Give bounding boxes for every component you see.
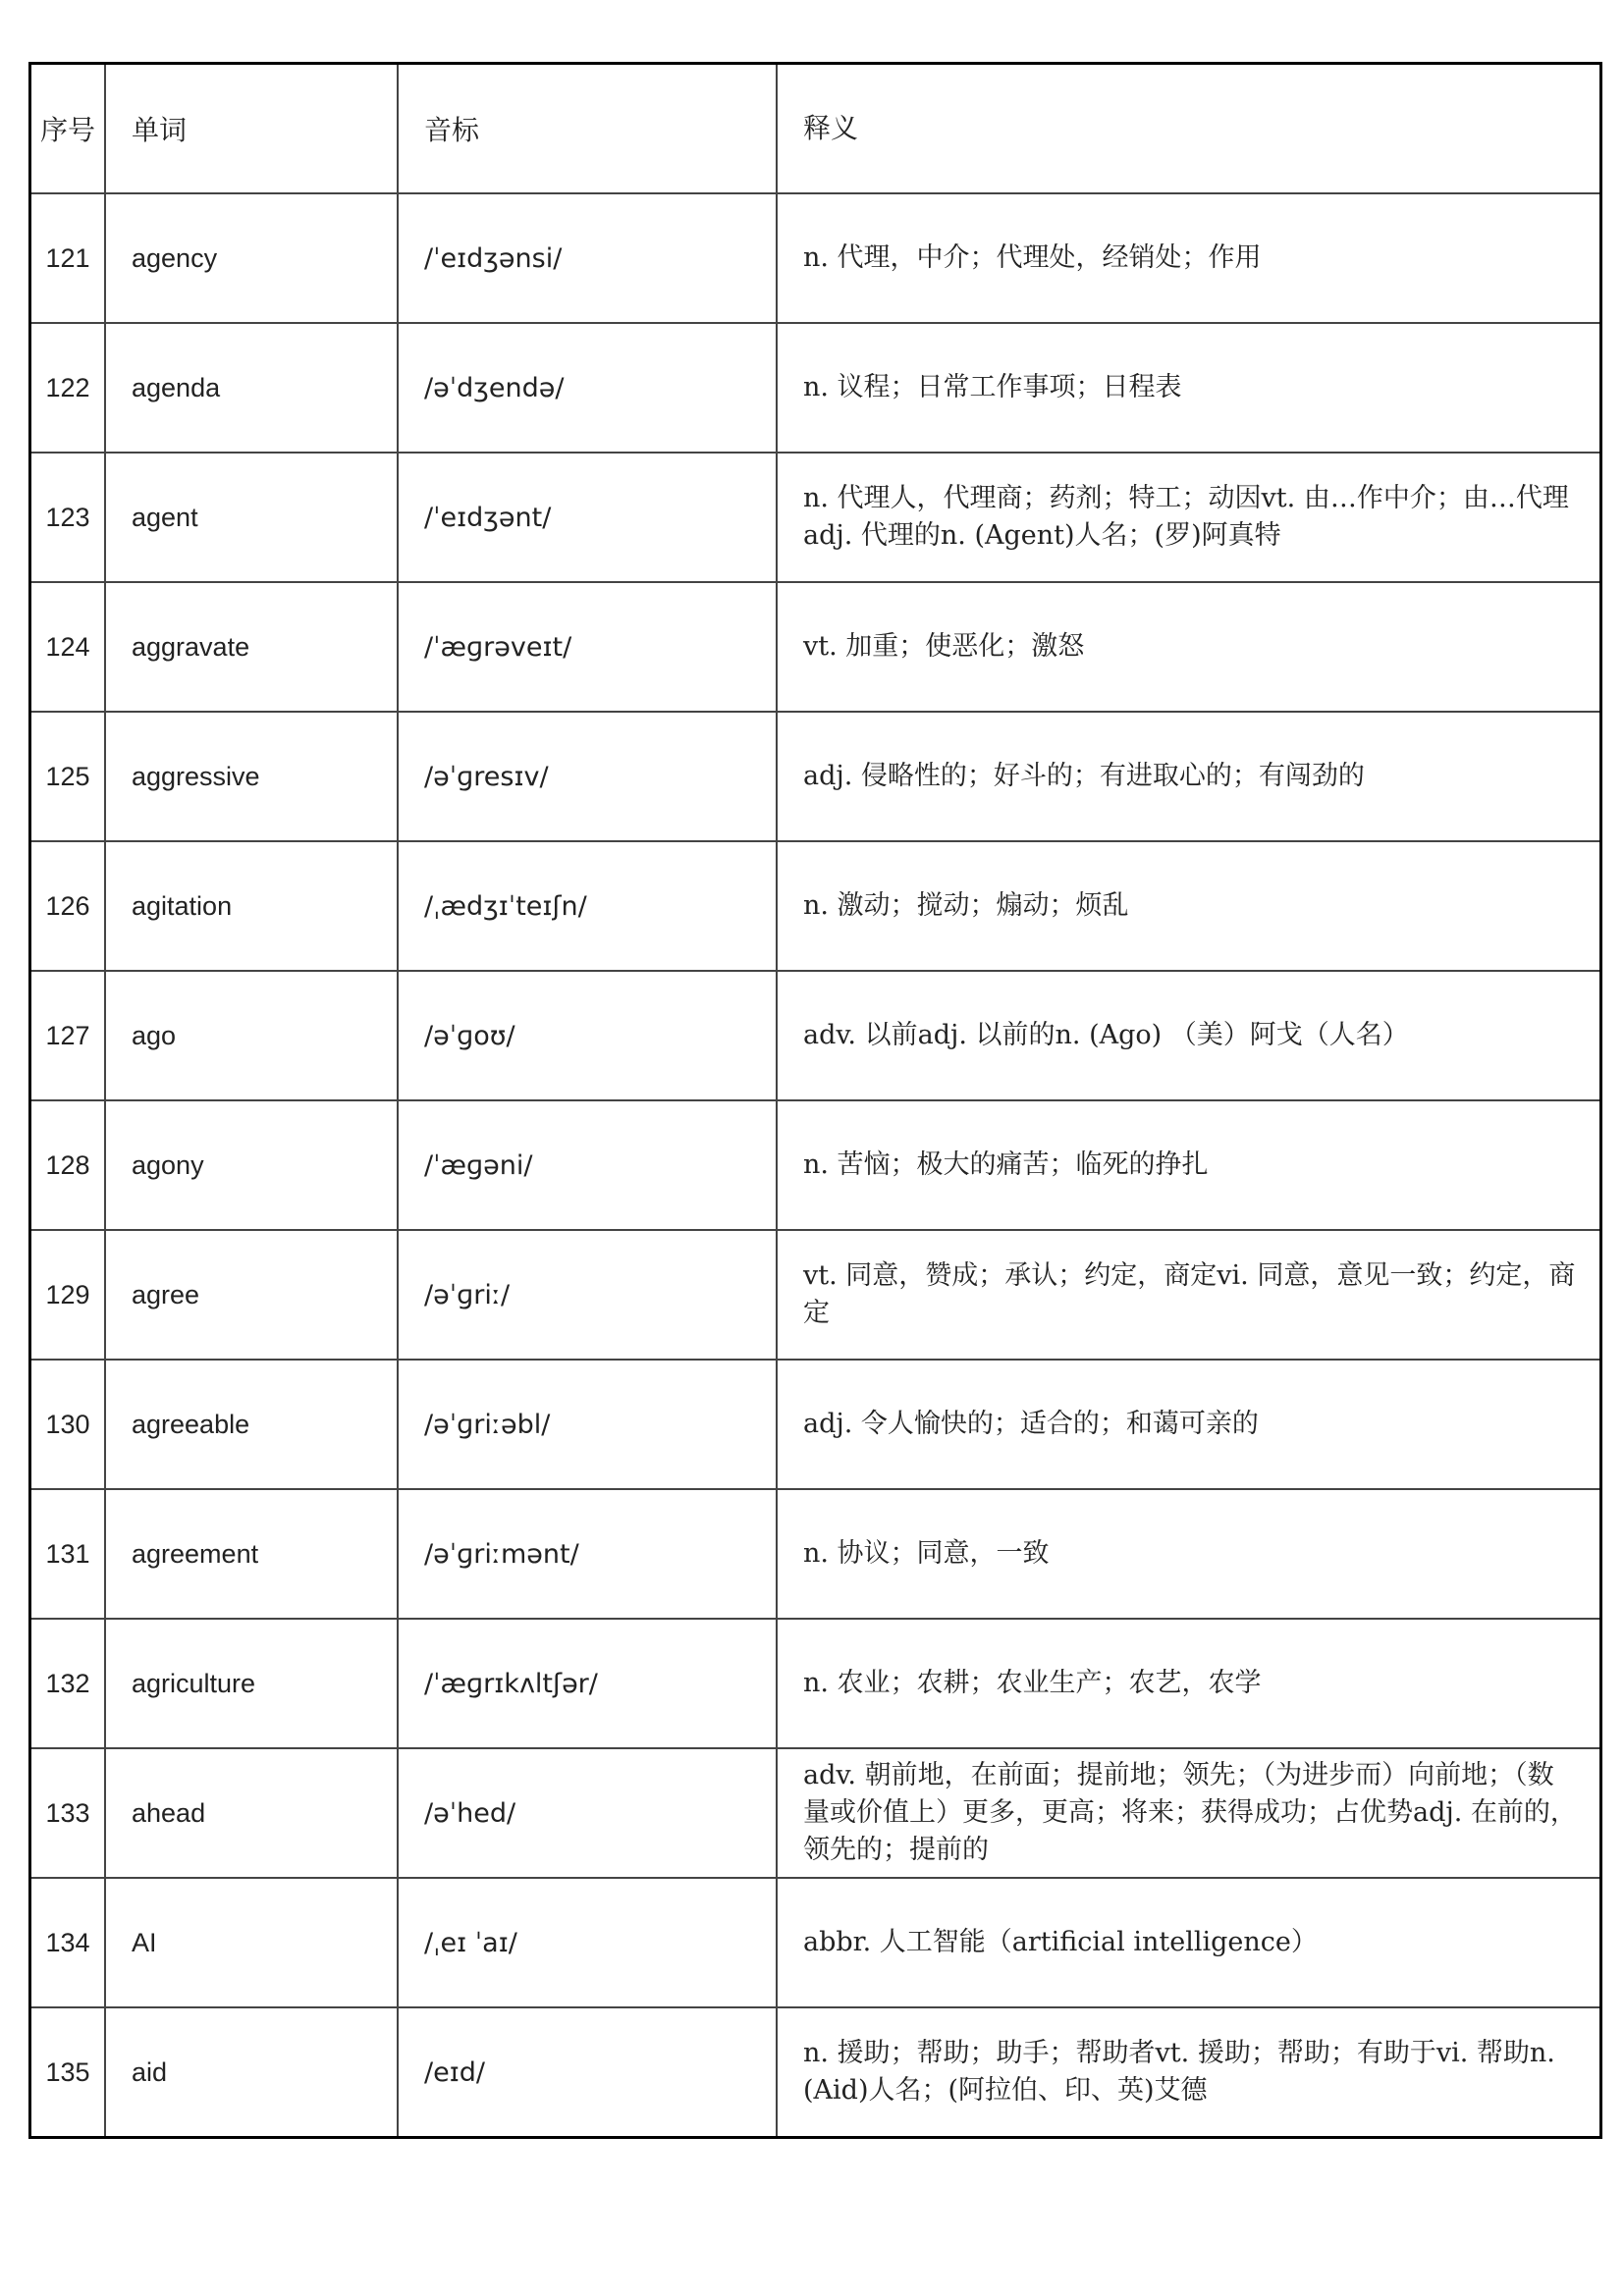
table-row: [30, 1878, 1601, 2007]
row-no: 124: [30, 582, 106, 712]
table-row: [30, 453, 1601, 582]
row-ipa: /əˈɡriːəbl/: [398, 1360, 777, 1489]
row-word: agree: [105, 1230, 398, 1360]
row-word: agriculture: [105, 1619, 398, 1748]
header-ipa: 音标: [398, 64, 777, 194]
row-ipa: /ˈeɪdʒənt/: [398, 453, 777, 582]
table-row: [30, 1230, 1601, 1360]
row-no: 132: [30, 1619, 106, 1748]
header-word: 单词: [105, 64, 398, 194]
row-word: agent: [105, 453, 398, 582]
row-no: 135: [30, 2007, 106, 2138]
row-ipa: /əˈɡriːmənt/: [398, 1489, 777, 1619]
row-no: 127: [30, 971, 106, 1100]
row-word: agreeable: [105, 1360, 398, 1489]
row-definition: n. 援助；帮助；助手；帮助者vt. 援助；帮助；有助于vi. 帮助n. (Aid)人名；(阿拉伯、印、英)艾德: [777, 2007, 1601, 2138]
vocabulary-table: [28, 62, 1602, 2139]
row-ipa: /ˌeɪ ˈaɪ/: [398, 1878, 777, 2007]
row-ipa: /ˈeɪdʒənsi/: [398, 193, 777, 323]
row-no: 129: [30, 1230, 106, 1360]
row-word: agitation: [105, 841, 398, 971]
row-no: 134: [30, 1878, 106, 2007]
row-definition: adj. 侵略性的；好斗的；有进取心的；有闯劲的: [777, 712, 1601, 841]
vocabulary-table-body: [30, 64, 1601, 2138]
header-no: 序号: [30, 64, 106, 194]
table-row: [30, 2007, 1601, 2138]
row-definition: n. 代理人，代理商；药剂；特工；动因vt. 由…作中介；由…代理adj. 代理的n. (Agent)人名；(罗)阿真特: [777, 453, 1601, 582]
table-row: [30, 712, 1601, 841]
table-row: [30, 1489, 1601, 1619]
row-definition: n. 苦恼；极大的痛苦；临死的挣扎: [777, 1100, 1601, 1230]
row-word: aid: [105, 2007, 398, 2138]
row-no: 130: [30, 1360, 106, 1489]
table-row: [30, 1748, 1601, 1878]
table-row: [30, 1619, 1601, 1748]
row-no: 133: [30, 1748, 106, 1878]
row-ipa: /ˌædʒɪˈteɪʃn/: [398, 841, 777, 971]
table-row: [30, 1360, 1601, 1489]
row-word: agency: [105, 193, 398, 323]
row-ipa: /eɪd/: [398, 2007, 777, 2138]
row-word: AI: [105, 1878, 398, 2007]
row-ipa: /əˈdʒendə/: [398, 323, 777, 453]
header-definition: 释义: [777, 64, 1601, 194]
row-word: ago: [105, 971, 398, 1100]
row-definition: adj. 令人愉快的；适合的；和蔼可亲的: [777, 1360, 1601, 1489]
row-ipa: /ˈæɡəni/: [398, 1100, 777, 1230]
table-row: [30, 323, 1601, 453]
row-no: 125: [30, 712, 106, 841]
row-definition: vt. 加重；使恶化；激怒: [777, 582, 1601, 712]
row-ipa: /ˈæɡrəveɪt/: [398, 582, 777, 712]
row-word: agony: [105, 1100, 398, 1230]
row-no: 126: [30, 841, 106, 971]
row-no: 123: [30, 453, 106, 582]
row-definition: n. 代理，中介；代理处，经销处；作用: [777, 193, 1601, 323]
row-definition: vt. 同意，赞成；承认；约定，商定vi. 同意，意见一致；约定，商定: [777, 1230, 1601, 1360]
table-row: [30, 841, 1601, 971]
row-ipa: /əˈɡresɪv/: [398, 712, 777, 841]
row-no: 121: [30, 193, 106, 323]
row-word: agenda: [105, 323, 398, 453]
table-row: [30, 582, 1601, 712]
row-definition: n. 激动；搅动；煽动；烦乱: [777, 841, 1601, 971]
row-ipa: /əˈhed/: [398, 1748, 777, 1878]
row-no: 128: [30, 1100, 106, 1230]
row-ipa: /ˈæɡrɪkʌltʃər/: [398, 1619, 777, 1748]
row-definition: adv. 朝前地，在前面；提前地；领先；（为进步而）向前地；（数量或价值上）更多，更高；将来；获得成功；占优势adj. 在前的，领先的；提前的: [777, 1748, 1601, 1878]
table-row: [30, 193, 1601, 323]
row-definition: n. 议程；日常工作事项；日程表: [777, 323, 1601, 453]
row-ipa: /əˈɡoʊ/: [398, 971, 777, 1100]
row-definition: abbr. 人工智能（artificial intelligence）: [777, 1878, 1601, 2007]
row-ipa: /əˈɡriː/: [398, 1230, 777, 1360]
header-row: [30, 64, 1601, 194]
row-definition: adv. 以前adj. 以前的n. (Ago) （美）阿戈（人名）: [777, 971, 1601, 1100]
row-word: aggravate: [105, 582, 398, 712]
row-no: 131: [30, 1489, 106, 1619]
table-row: [30, 1100, 1601, 1230]
row-word: agreement: [105, 1489, 398, 1619]
row-no: 122: [30, 323, 106, 453]
table-row: [30, 971, 1601, 1100]
row-word: aggressive: [105, 712, 398, 841]
row-definition: n. 协议；同意，一致: [777, 1489, 1601, 1619]
row-definition: n. 农业；农耕；农业生产；农艺，农学: [777, 1619, 1601, 1748]
row-word: ahead: [105, 1748, 398, 1878]
